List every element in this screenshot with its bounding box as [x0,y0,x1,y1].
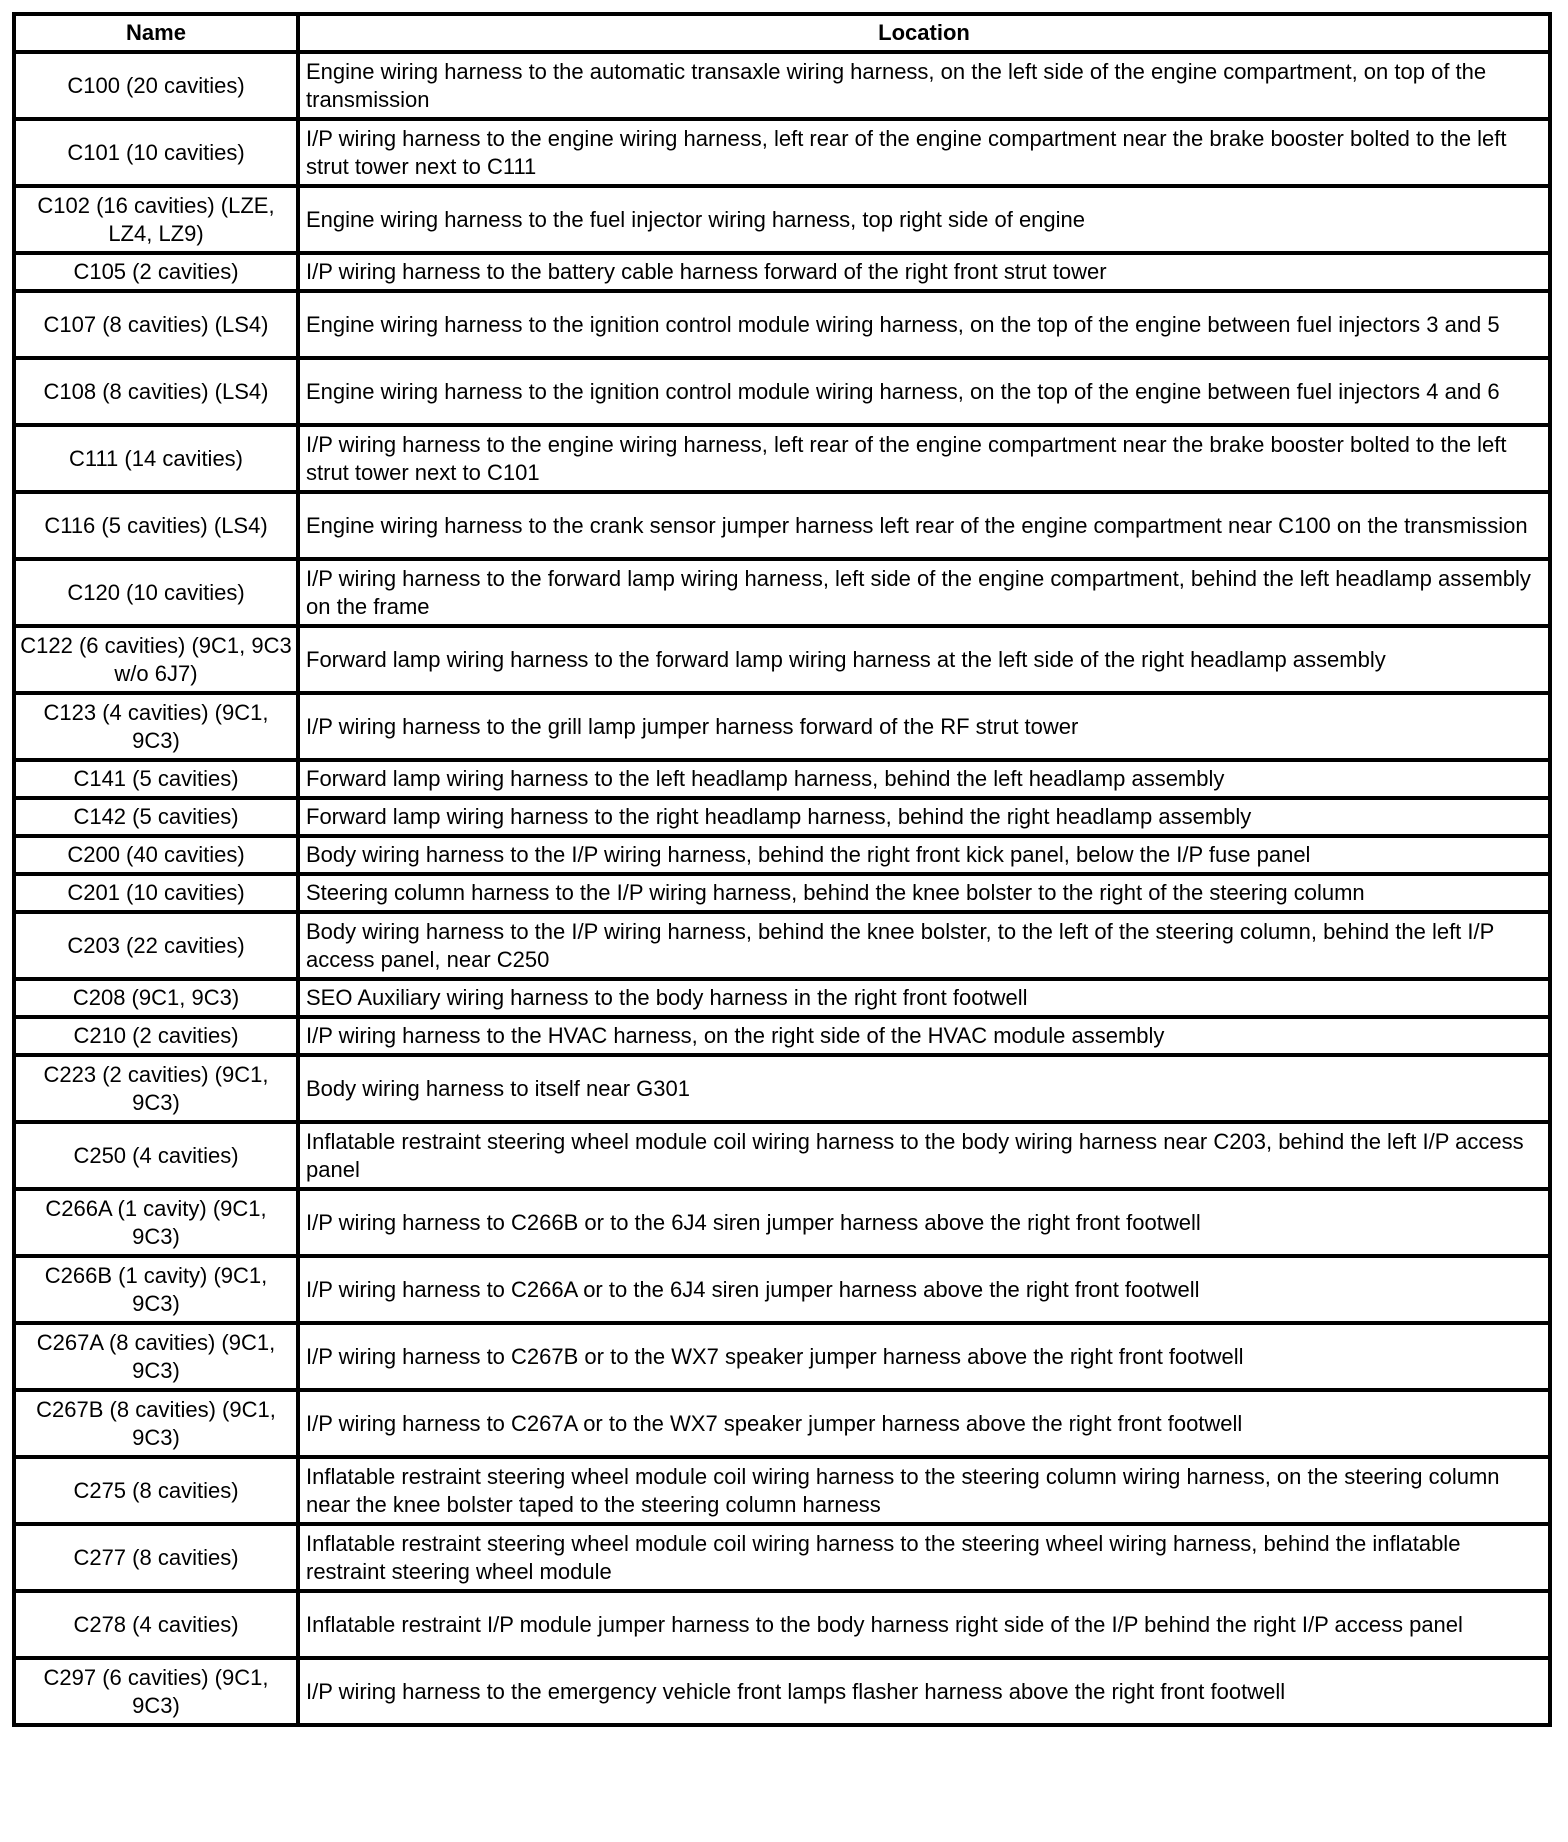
table-row [14,912,1550,979]
table-row [14,559,1550,626]
connector-name: C122 (6 cavities) (9C1, 9C3 w/o 6J7) [14,626,298,693]
connector-name: C123 (4 cavities) (9C1, 9C3) [14,693,298,760]
connector-name: C116 (5 cavities) (LS4) [14,492,298,559]
connector-name: C105 (2 cavities) [14,253,298,291]
table-row [14,798,1550,836]
connector-name: C278 (4 cavities) [14,1591,298,1658]
table-row [14,874,1550,912]
connector-name: C100 (20 cavities) [14,52,298,119]
connector-name: C102 (16 cavities) (LZE, LZ4, LZ9) [14,186,298,253]
connector-location: Inflatable restraint I/P module jumper harness to the body harness right side of the I/P behind the right I/P access panel [298,1591,1550,1658]
connector-location: Steering column harness to the I/P wiring harness, behind the knee bolster to the right of the steering column [298,874,1550,912]
header-row [14,14,1550,52]
connector-location: Engine wiring harness to the crank sensor jumper harness left rear of the engine compartment near C100 on the transmission [298,492,1550,559]
table-row [14,1591,1550,1658]
table-row [14,1524,1550,1591]
connector-name: C267B (8 cavities) (9C1, 9C3) [14,1390,298,1457]
table-row [14,186,1550,253]
connector-name: C223 (2 cavities) (9C1, 9C3) [14,1055,298,1122]
table-row [14,253,1550,291]
connector-name: C101 (10 cavities) [14,119,298,186]
connector-location: SEO Auxiliary wiring harness to the body harness in the right front footwell [298,979,1550,1017]
connector-location: Body wiring harness to the I/P wiring harness, behind the right front kick panel, below the I/P fuse panel [298,836,1550,874]
table-row [14,1055,1550,1122]
table-row [14,291,1550,358]
connector-location: Body wiring harness to itself near G301 [298,1055,1550,1122]
connector-name: C275 (8 cavities) [14,1457,298,1524]
connector-location: I/P wiring harness to C267B or to the WX7 speaker jumper harness above the right front footwell [298,1323,1550,1390]
connector-location: Engine wiring harness to the fuel injector wiring harness, top right side of engine [298,186,1550,253]
connector-name: C210 (2 cavities) [14,1017,298,1055]
connector-location: Engine wiring harness to the automatic transaxle wiring harness, on the left side of the engine compartment, on top of the transmission [298,52,1550,119]
table-row [14,1017,1550,1055]
table-row [14,836,1550,874]
connector-location: Forward lamp wiring harness to the right headlamp harness, behind the right headlamp assembly [298,798,1550,836]
connector-name: C120 (10 cavities) [14,559,298,626]
connector-location: Engine wiring harness to the ignition control module wiring harness, on the top of the engine between fuel injectors 3 and 5 [298,291,1550,358]
connector-location: I/P wiring harness to C266A or to the 6J4 siren jumper harness above the right front footwell [298,1256,1550,1323]
connector-location: Forward lamp wiring harness to the forward lamp wiring harness at the left side of the right headlamp assembly [298,626,1550,693]
connector-location: I/P wiring harness to the forward lamp wiring harness, left side of the engine compartment, behind the left headlamp assembly on the frame [298,559,1550,626]
table-row [14,979,1550,1017]
connector-location-table [12,12,1552,1727]
connector-location: I/P wiring harness to the HVAC harness, on the right side of the HVAC module assembly [298,1017,1550,1055]
table-row [14,1189,1550,1256]
connector-location: Body wiring harness to the I/P wiring harness, behind the knee bolster, to the left of the steering column, behind the left I/P access panel, near C250 [298,912,1550,979]
connector-name: C111 (14 cavities) [14,425,298,492]
table-row [14,760,1550,798]
connector-name: C266A (1 cavity) (9C1, 9C3) [14,1189,298,1256]
connector-name: C208 (9C1, 9C3) [14,979,298,1017]
table-row [14,425,1550,492]
connector-location: Inflatable restraint steering wheel module coil wiring harness to the steering wheel wiring harness, behind the inflatable restraint steering wheel module [298,1524,1550,1591]
name-column-header: Name [14,14,298,52]
table-row [14,1256,1550,1323]
table-row [14,492,1550,559]
connector-name: C107 (8 cavities) (LS4) [14,291,298,358]
connector-name: C267A (8 cavities) (9C1, 9C3) [14,1323,298,1390]
location-column-header: Location [298,14,1550,52]
connector-name: C297 (6 cavities) (9C1, 9C3) [14,1658,298,1725]
connector-name: C141 (5 cavities) [14,760,298,798]
table-row [14,1390,1550,1457]
connector-location: I/P wiring harness to the emergency vehicle front lamps flasher harness above the right front footwell [298,1658,1550,1725]
connector-location: Forward lamp wiring harness to the left headlamp harness, behind the left headlamp assembly [298,760,1550,798]
table-row [14,1457,1550,1524]
table-row [14,358,1550,425]
connector-name: C277 (8 cavities) [14,1524,298,1591]
connector-name: C201 (10 cavities) [14,874,298,912]
connector-name: C108 (8 cavities) (LS4) [14,358,298,425]
table-row [14,52,1550,119]
connector-name: C250 (4 cavities) [14,1122,298,1189]
connector-name: C266B (1 cavity) (9C1, 9C3) [14,1256,298,1323]
connector-location: I/P wiring harness to C267A or to the WX7 speaker jumper harness above the right front footwell [298,1390,1550,1457]
connector-name: C203 (22 cavities) [14,912,298,979]
table-row [14,1323,1550,1390]
table-row [14,626,1550,693]
connector-location: I/P wiring harness to the engine wiring harness, left rear of the engine compartment near the brake booster bolted to the left strut tower next to C101 [298,425,1550,492]
table-row [14,693,1550,760]
connector-name: C142 (5 cavities) [14,798,298,836]
connector-location: I/P wiring harness to the grill lamp jumper harness forward of the RF strut tower [298,693,1550,760]
table-row [14,119,1550,186]
connector-name: C200 (40 cavities) [14,836,298,874]
table-row [14,1122,1550,1189]
table-row [14,1658,1550,1725]
connector-location: Inflatable restraint steering wheel module coil wiring harness to the body wiring harness near C203, behind the left I/P access panel [298,1122,1550,1189]
connector-location: I/P wiring harness to C266B or to the 6J4 siren jumper harness above the right front footwell [298,1189,1550,1256]
connector-location: Inflatable restraint steering wheel module coil wiring harness to the steering column wiring harness, on the steering column near the knee bolster taped to the steering column harness [298,1457,1550,1524]
connector-location: Engine wiring harness to the ignition control module wiring harness, on the top of the engine between fuel injectors 4 and 6 [298,358,1550,425]
connector-location: I/P wiring harness to the engine wiring harness, left rear of the engine compartment near the brake booster bolted to the left strut tower next to C111 [298,119,1550,186]
connector-location: I/P wiring harness to the battery cable harness forward of the right front strut tower [298,253,1550,291]
